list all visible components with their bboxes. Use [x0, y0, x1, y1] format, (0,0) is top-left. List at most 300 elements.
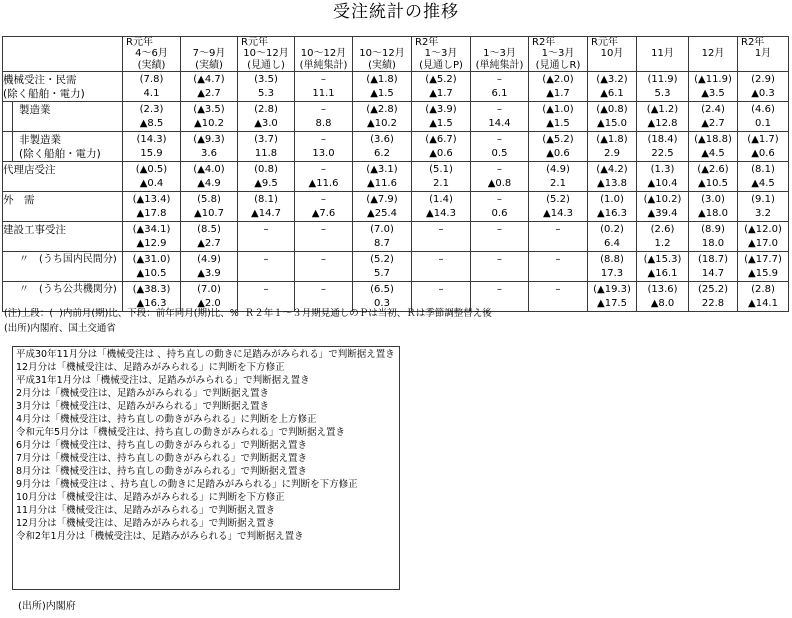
- value-vs-prev-year: [529, 297, 587, 311]
- column-header: [588, 37, 637, 72]
- data-cell: [238, 192, 295, 222]
- value-vs-prev-period: (9.1): [751, 194, 775, 205]
- value-vs-prev-year: 5.3: [654, 88, 671, 99]
- column-year: R元年: [591, 37, 618, 48]
- value-vs-prev-year: 3.2: [755, 208, 771, 219]
- column-status: (実績): [195, 59, 223, 71]
- value-vs-prev-year: ▲1.7: [429, 88, 453, 99]
- value-vs-prev-period: –: [497, 194, 502, 205]
- value-vs-prev-year: ▲0.6: [429, 148, 453, 159]
- value-vs-prev-period: (2.6): [650, 224, 675, 235]
- value-vs-prev-year: 8.7: [374, 238, 390, 249]
- value-vs-prev-period: –: [321, 194, 326, 205]
- judgment-line: 8月分は「機械受注は、持ち直しの動きがみられる」で判断据え置き: [16, 466, 308, 477]
- value-vs-prev-period: (5.2): [546, 194, 570, 205]
- data-cell: [123, 252, 181, 282]
- data-cell: [588, 222, 637, 252]
- value-vs-prev-period: (7.0): [197, 284, 221, 295]
- value-vs-prev-year: ▲0.4: [139, 178, 164, 189]
- data-cell: [588, 282, 637, 312]
- value-vs-prev-period: (5.2): [370, 254, 394, 265]
- column-status: [588, 60, 636, 72]
- value-vs-prev-period: –: [263, 254, 269, 265]
- value-vs-prev-year: 2.1: [550, 178, 566, 189]
- value-vs-prev-year: ▲25.4: [367, 208, 397, 219]
- table-body: [3, 72, 789, 312]
- judgment-line: 4月分は「機械受注は、持ち直しの動きがみられる」に判断を上方修正: [16, 414, 317, 425]
- column-period: 1月: [754, 48, 772, 59]
- value-vs-prev-year: 1.2: [654, 238, 671, 249]
- value-vs-prev-year: ▲9.5: [254, 178, 278, 189]
- value-vs-prev-period: (▲38.3): [132, 284, 171, 295]
- table-header: [3, 37, 789, 72]
- data-cell: [588, 72, 637, 102]
- data-cell: [412, 192, 471, 222]
- value-vs-prev-period: (▲17.7): [744, 254, 782, 265]
- value-vs-prev-year: ▲2.0: [197, 298, 221, 309]
- row-label: [3, 132, 123, 162]
- value-vs-prev-year: [412, 267, 470, 281]
- value-vs-prev-year: ▲7.6: [311, 208, 336, 219]
- value-vs-prev-year: 17.3: [600, 268, 624, 279]
- column-period: 10～12月: [243, 48, 289, 59]
- data-cell: [738, 162, 789, 192]
- row-label-text: (除く船舶・電力): [19, 148, 101, 160]
- value-vs-prev-year: ▲1.5: [429, 118, 453, 129]
- value-vs-prev-year: ▲15.9: [748, 268, 778, 279]
- column-status: (見通し): [247, 59, 285, 71]
- value-vs-prev-year: 6.4: [604, 238, 620, 249]
- value-vs-prev-period: –: [321, 104, 326, 115]
- value-vs-prev-period: (▲11.9): [694, 74, 732, 85]
- value-vs-prev-period: (3.7): [254, 134, 278, 145]
- value-vs-prev-year: 0.6: [491, 208, 508, 219]
- value-vs-prev-year: 11.1: [312, 88, 335, 99]
- value-vs-prev-period: –: [438, 254, 444, 265]
- value-vs-prev-year: 14.4: [488, 118, 511, 129]
- value-vs-prev-year: [471, 237, 528, 251]
- column-status: [689, 60, 737, 72]
- data-cell: [181, 192, 238, 222]
- value-vs-prev-period: (5.8): [197, 194, 221, 205]
- value-vs-prev-year: ▲1.7: [546, 88, 570, 99]
- row-label: [3, 72, 123, 102]
- data-cell: [637, 192, 689, 222]
- value-vs-prev-period: (▲31.0): [132, 254, 171, 265]
- data-cell: [412, 222, 471, 252]
- column-header: [637, 37, 689, 72]
- value-vs-prev-year: ▲17.0: [748, 238, 778, 249]
- value-vs-prev-year: ▲6.1: [600, 88, 624, 99]
- value-vs-prev-period: (4.6): [751, 104, 775, 115]
- table-notes: [4, 306, 492, 336]
- value-vs-prev-period: (▲3.9): [425, 104, 457, 115]
- data-cell: [529, 102, 588, 132]
- data-cell: [353, 222, 412, 252]
- column-period: 10～12月: [300, 48, 347, 59]
- value-vs-prev-year: ▲1.5: [370, 88, 394, 99]
- data-cell: [738, 102, 789, 132]
- value-vs-prev-period: (5.1): [429, 164, 453, 175]
- value-vs-prev-period: (2.4): [701, 104, 725, 115]
- value-vs-prev-year: 2.9: [604, 148, 620, 159]
- column-header: [181, 37, 238, 72]
- value-vs-prev-period: (▲1.2): [646, 104, 679, 115]
- judgment-line: 6月分は「機械受注は、持ち直しの動きがみられる」で判断据え置き: [16, 440, 308, 451]
- data-cell: [689, 282, 738, 312]
- row-label: [3, 222, 123, 252]
- value-vs-prev-year: ▲8.0: [650, 298, 675, 309]
- column-year: R2年: [532, 37, 556, 48]
- value-vs-prev-period: (▲5.2): [425, 74, 457, 85]
- data-cell: [689, 222, 738, 252]
- value-vs-prev-year: 13.0: [312, 148, 335, 159]
- value-vs-prev-period: (8.5): [197, 224, 221, 235]
- data-cell: [588, 192, 637, 222]
- data-cell: [295, 102, 353, 132]
- data-cell: [738, 252, 789, 282]
- row-label-text: 建設工事受注: [3, 224, 66, 236]
- judgment-line: 平成31年1月分は「機械受注は、足踏みがみられる」で判断据え置き: [16, 375, 310, 386]
- value-vs-prev-year: ▲4.9: [197, 178, 221, 189]
- data-cell: [738, 132, 789, 162]
- value-vs-prev-year: ▲3.9: [197, 268, 221, 279]
- value-vs-prev-year: [238, 267, 294, 281]
- value-vs-prev-period: –: [497, 164, 502, 175]
- value-vs-prev-year: 22.5: [651, 148, 674, 159]
- column-status: (見通しR): [535, 59, 581, 71]
- value-vs-prev-period: (7.8): [139, 74, 164, 85]
- value-vs-prev-year: ▲0.3: [751, 88, 775, 99]
- value-vs-prev-year: 0.1: [755, 118, 771, 129]
- data-cell: [637, 72, 689, 102]
- value-vs-prev-year: ▲16.3: [597, 208, 627, 219]
- value-vs-prev-period: –: [438, 224, 444, 235]
- value-vs-prev-period: (8.1): [254, 194, 278, 205]
- value-vs-prev-year: 5.3: [258, 88, 274, 99]
- stats-table: [2, 36, 789, 312]
- data-cell: [689, 162, 738, 192]
- value-vs-prev-year: [295, 237, 352, 251]
- data-cell: [689, 132, 738, 162]
- value-vs-prev-period: (▲4.7): [193, 74, 225, 85]
- value-vs-prev-period: –: [555, 254, 561, 265]
- value-vs-prev-period: (8.9): [701, 224, 725, 235]
- judgment-line: 12月分は「機械受注は、足踏みがみられる」に判断を下方修正: [16, 362, 285, 373]
- value-vs-prev-year: [471, 267, 528, 281]
- data-cell: [689, 192, 738, 222]
- data-cell: [738, 282, 789, 312]
- value-vs-prev-period: (▲0.5): [135, 164, 168, 175]
- data-cell: [353, 102, 412, 132]
- value-vs-prev-period: (1.0): [600, 194, 624, 205]
- value-vs-prev-year: [238, 237, 294, 251]
- data-cell: [238, 102, 295, 132]
- table-row: [3, 192, 789, 222]
- data-cell: [181, 252, 238, 282]
- data-cell: [471, 132, 529, 162]
- column-header: [295, 37, 353, 72]
- data-cell: [412, 162, 471, 192]
- value-vs-prev-period: (▲3.2): [596, 74, 628, 85]
- value-vs-prev-year: 3.6: [201, 148, 217, 159]
- value-vs-prev-year: ▲4.5: [701, 148, 725, 159]
- value-vs-prev-period: (2.8): [254, 104, 278, 115]
- data-cell: [123, 132, 181, 162]
- column-period: 7～9月: [192, 48, 226, 59]
- value-vs-prev-period: (▲10.2): [643, 194, 682, 205]
- column-year: [637, 37, 688, 48]
- value-vs-prev-period: –: [555, 224, 561, 235]
- data-cell: [529, 192, 588, 222]
- value-vs-prev-period: (▲19.3): [593, 284, 631, 295]
- value-vs-prev-period: (▲1.0): [542, 104, 574, 115]
- row-label-text: 機械受注・民需: [3, 74, 77, 86]
- value-vs-prev-year: ▲11.6: [308, 178, 339, 189]
- value-vs-prev-year: ▲10.5: [136, 268, 167, 279]
- row-label-text: 代理店受注: [3, 164, 56, 176]
- value-vs-prev-period: –: [497, 224, 502, 235]
- value-vs-prev-year: [529, 237, 587, 251]
- note-line: (出所)内閣府、国土交通省: [4, 323, 116, 334]
- value-vs-prev-year: ▲0.8: [487, 178, 512, 189]
- data-cell: [637, 162, 689, 192]
- data-cell: [238, 252, 295, 282]
- data-cell: [353, 252, 412, 282]
- column-status: (実績): [137, 59, 166, 71]
- data-cell: [238, 162, 295, 192]
- data-cell: [353, 192, 412, 222]
- data-cell: [637, 252, 689, 282]
- column-period: 10月: [600, 48, 624, 59]
- corner-cell: [3, 37, 123, 72]
- data-cell: [529, 222, 588, 252]
- value-vs-prev-period: (3.5): [254, 74, 278, 85]
- data-cell: [529, 132, 588, 162]
- value-vs-prev-year: ▲14.3: [543, 208, 573, 219]
- value-vs-prev-year: 6.2: [374, 148, 390, 159]
- value-vs-prev-year: 5.7: [374, 268, 390, 279]
- data-cell: [353, 132, 412, 162]
- value-vs-prev-period: –: [497, 254, 502, 265]
- value-vs-prev-year: ▲11.6: [367, 178, 397, 189]
- value-vs-prev-year: ▲14.3: [426, 208, 456, 219]
- data-cell: [588, 162, 637, 192]
- value-vs-prev-period: –: [438, 284, 444, 295]
- value-vs-prev-year: 11.8: [254, 148, 278, 159]
- data-cell: [238, 72, 295, 102]
- row-label: [3, 162, 123, 192]
- data-cell: [637, 102, 689, 132]
- data-cell: [738, 222, 789, 252]
- column-year: R元年: [126, 37, 153, 48]
- value-vs-prev-period: (2.9): [751, 74, 775, 85]
- column-header: [689, 37, 738, 72]
- judgment-line: 12月分は「機械受注は、足踏みがみられる」で判断据え置き: [16, 518, 276, 529]
- table-row: [3, 162, 789, 192]
- value-vs-prev-period: (▲3.5): [193, 104, 225, 115]
- column-period: 12月: [701, 48, 725, 59]
- data-cell: [529, 162, 588, 192]
- value-vs-prev-year: ▲3.0: [254, 118, 278, 129]
- value-vs-prev-year: 14.7: [701, 268, 725, 279]
- data-cell: [471, 72, 529, 102]
- value-vs-prev-period: (1.3): [650, 164, 675, 175]
- data-cell: [689, 72, 738, 102]
- column-period: 1～3月: [541, 48, 575, 59]
- judgment-line: 7月分は「機械受注は、持ち直しの動きがみられる」で判断据え置き: [16, 453, 308, 464]
- table-row: [3, 252, 789, 282]
- data-cell: [181, 132, 238, 162]
- data-cell: [412, 252, 471, 282]
- data-cell: [181, 162, 238, 192]
- judgment-line: 3月分は「機械受注は、足踏みがみられる」で判断据え置き: [16, 401, 270, 412]
- column-header: [238, 37, 295, 72]
- value-vs-prev-period: (▲9.3): [193, 134, 225, 145]
- value-vs-prev-year: ▲16.1: [647, 268, 678, 279]
- value-vs-prev-period: (▲2.8): [366, 104, 398, 115]
- data-cell: [637, 222, 689, 252]
- data-cell: [412, 132, 471, 162]
- row-label: [3, 252, 123, 282]
- row-label-text: 〃 (うち公共機関分): [19, 284, 117, 295]
- data-cell: [588, 132, 637, 162]
- value-vs-prev-period: (2.3): [139, 104, 164, 115]
- column-status: (実績): [368, 59, 396, 71]
- value-vs-prev-year: ▲17.8: [136, 208, 167, 219]
- column-status: [637, 60, 688, 72]
- value-vs-prev-year: ▲14.1: [748, 298, 778, 309]
- data-cell: [637, 132, 689, 162]
- judgment-line: 11月分は「機械受注は、足踏みがみられる」で判断据え置き: [16, 505, 276, 516]
- value-vs-prev-year: ▲2.7: [701, 118, 725, 129]
- judgment-line: 令和2年1月分は「機械受注は、足踏みがみられる」で判断据え置き: [16, 531, 304, 542]
- value-vs-prev-period: (▲2.0): [542, 74, 574, 85]
- value-vs-prev-period: –: [497, 104, 502, 115]
- value-vs-prev-period: (6.5): [370, 284, 394, 295]
- value-vs-prev-period: –: [497, 74, 502, 85]
- value-vs-prev-period: (0.2): [600, 224, 624, 235]
- value-vs-prev-year: 15.9: [140, 148, 163, 159]
- value-vs-prev-period: –: [321, 74, 326, 85]
- row-label-text: 製造業: [19, 104, 51, 116]
- value-vs-prev-period: (▲4.2): [596, 164, 628, 175]
- data-cell: [412, 102, 471, 132]
- value-vs-prev-period: –: [497, 284, 502, 295]
- table-row: [3, 222, 789, 252]
- value-vs-prev-period: (4.9): [546, 164, 570, 175]
- value-vs-prev-period: (25.2): [697, 284, 729, 295]
- value-vs-prev-period: –: [321, 134, 326, 145]
- data-cell: [471, 192, 529, 222]
- source-footer: (出所)内閣府: [18, 601, 76, 612]
- data-cell: [123, 72, 181, 102]
- row-label-text: 外 需: [3, 194, 35, 206]
- data-cell: [471, 222, 529, 252]
- column-year: [471, 37, 528, 48]
- data-cell: [238, 222, 295, 252]
- judgment-line: 2月分は「機械受注は、足踏みがみられる」で判断据え置き: [16, 388, 270, 399]
- column-year: [689, 37, 737, 48]
- column-year: [181, 37, 237, 48]
- column-period: 10～12月: [359, 48, 405, 59]
- column-year: R元年: [241, 37, 268, 48]
- table-row: [3, 72, 789, 102]
- column-header: [353, 37, 412, 72]
- column-status: [738, 60, 788, 72]
- page-title: 受注統計の推移: [333, 2, 459, 22]
- value-vs-prev-year: ▲2.7: [197, 88, 221, 99]
- value-vs-prev-period: (▲1.7): [747, 134, 779, 145]
- data-cell: [637, 282, 689, 312]
- value-vs-prev-year: ▲17.5: [597, 298, 627, 309]
- value-vs-prev-period: (4.9): [197, 254, 221, 265]
- value-vs-prev-year: ▲10.2: [194, 118, 224, 129]
- column-header: [529, 37, 588, 72]
- value-vs-prev-year: ▲10.7: [194, 208, 224, 219]
- value-vs-prev-period: (8.8): [600, 254, 624, 265]
- value-vs-prev-period: (▲4.0): [193, 164, 225, 175]
- value-vs-prev-period: –: [497, 134, 502, 145]
- value-vs-prev-year: 8.8: [315, 118, 332, 129]
- value-vs-prev-year: 0.5: [491, 148, 508, 159]
- data-cell: [689, 102, 738, 132]
- data-cell: [471, 252, 529, 282]
- value-vs-prev-year: ▲1.5: [546, 118, 570, 129]
- value-vs-prev-period: (▲34.1): [132, 224, 171, 235]
- value-vs-prev-period: (▲18.8): [694, 134, 732, 145]
- data-cell: [412, 72, 471, 102]
- value-vs-prev-year: ▲10.5: [698, 178, 728, 189]
- column-period: 11月: [651, 48, 674, 59]
- value-vs-prev-period: (18.7): [697, 254, 729, 265]
- value-vs-prev-period: –: [321, 284, 326, 295]
- value-vs-prev-period: (13.6): [647, 284, 678, 295]
- column-status: (単純集計): [475, 59, 524, 71]
- data-cell: [588, 102, 637, 132]
- data-cell: [181, 222, 238, 252]
- data-cell: [353, 162, 412, 192]
- value-vs-prev-period: (▲5.2): [542, 134, 574, 145]
- value-vs-prev-period: (3.6): [370, 134, 394, 145]
- judgment-line: 10月分は「機械受注は、足踏みがみられる」に判断を下方修正: [16, 492, 285, 503]
- value-vs-prev-year: ▲16.3: [136, 298, 167, 309]
- column-header: [738, 37, 789, 72]
- data-cell: [295, 132, 353, 162]
- value-vs-prev-period: (▲12.0): [744, 224, 782, 235]
- value-vs-prev-period: –: [321, 224, 326, 235]
- data-cell: [529, 252, 588, 282]
- data-cell: [123, 102, 181, 132]
- value-vs-prev-year: [412, 237, 470, 251]
- value-vs-prev-period: (14.3): [136, 134, 167, 145]
- column-status: (見通しP): [419, 59, 463, 71]
- value-vs-prev-year: ▲10.4: [647, 178, 678, 189]
- value-vs-prev-period: (11.9): [647, 74, 678, 85]
- value-vs-prev-year: ▲2.7: [197, 238, 221, 249]
- note-line: (注)上段：( )内前月(期)比、下段：前年同月(期)比、% Ｒ２年１～３月期見通しのＰは当初、Ｒは季節調整替え後: [4, 308, 492, 319]
- value-vs-prev-period: (▲6.7): [425, 134, 457, 145]
- judgment-history-box: [12, 346, 400, 590]
- value-vs-prev-year: ▲18.0: [698, 208, 728, 219]
- value-vs-prev-period: (▲1.8): [596, 134, 628, 145]
- value-vs-prev-period: –: [555, 284, 561, 295]
- data-cell: [295, 162, 353, 192]
- value-vs-prev-year: 0.3: [374, 298, 390, 309]
- value-vs-prev-year: ▲3.5: [701, 88, 725, 99]
- column-period: 1～3月: [483, 48, 516, 59]
- value-vs-prev-period: (▲7.9): [366, 194, 398, 205]
